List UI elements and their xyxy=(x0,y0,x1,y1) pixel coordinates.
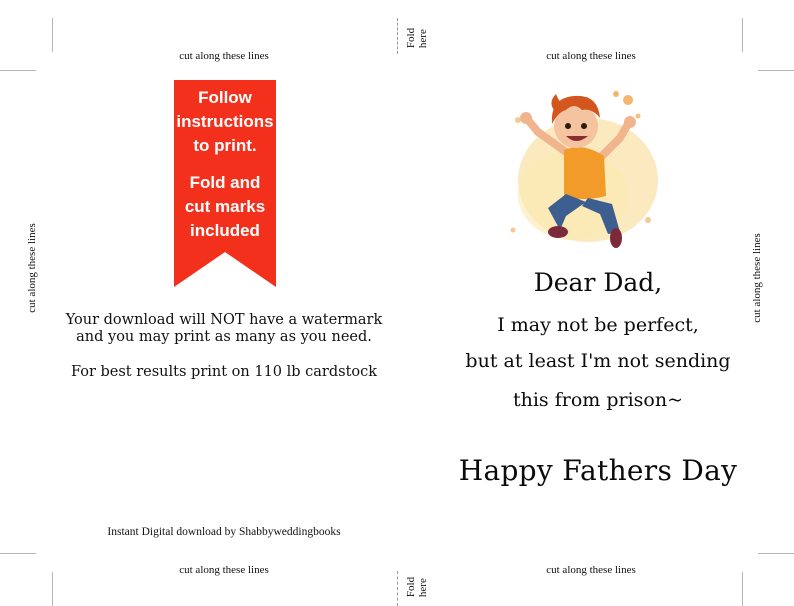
cut-label-top-right: cut along these lines xyxy=(546,50,636,62)
boy-drawing xyxy=(488,80,672,256)
ribbon-line: Follow xyxy=(198,88,252,107)
shop-credit: Instant Digital download by Shabbyweddingbooks xyxy=(107,526,341,538)
cut-label-bottom-left: cut along these lines xyxy=(179,564,269,576)
cut-mark xyxy=(52,18,53,52)
ribbon-line: instructions xyxy=(176,112,274,131)
cut-mark xyxy=(52,572,53,606)
greeting-line-4: this from prison~ xyxy=(512,389,684,411)
fold-label-word: here xyxy=(417,578,429,598)
fold-mark xyxy=(397,571,398,606)
cut-label-bottom-right: cut along these lines xyxy=(546,564,636,576)
greeting-salutation: Dear Dad, xyxy=(533,268,663,297)
cut-mark xyxy=(0,553,36,554)
fold-label-top xyxy=(405,28,429,48)
greeting-line-2: I may not be perfect, xyxy=(497,314,699,336)
fold-label-word: here xyxy=(417,29,429,49)
fold-label-word: Fold xyxy=(405,27,417,49)
cut-label-left: cut along these lines xyxy=(26,223,38,313)
cut-mark xyxy=(742,18,743,52)
ribbon-text-group-2 xyxy=(174,171,276,243)
fold-label-word: Fold xyxy=(405,576,417,598)
cut-mark xyxy=(758,70,794,71)
cardstock-note: For best results print on 110 lb cardstock xyxy=(70,364,378,380)
watermark-note-line-2: and you may print as many as you need. xyxy=(76,329,372,345)
cut-mark xyxy=(742,572,743,606)
fold-label-bottom xyxy=(405,577,429,597)
greeting-headline: Happy Fathers Day xyxy=(458,454,738,487)
ribbon-line: cut marks xyxy=(184,197,266,216)
ribbon-text-group-1 xyxy=(174,86,276,158)
ribbon-line: to print. xyxy=(193,136,257,155)
watermark-note-line-1: Your download will NOT have a watermark xyxy=(65,312,383,328)
greeting-line-3: but at least I'm not sending xyxy=(465,350,731,372)
cut-label-right: cut along these lines xyxy=(751,233,763,323)
jumping-boy-illustration xyxy=(488,80,672,256)
ribbon-line: included xyxy=(190,221,260,240)
cut-mark xyxy=(0,70,36,71)
fold-mark xyxy=(397,18,398,54)
instructions-ribbon xyxy=(174,80,276,287)
cut-mark xyxy=(758,553,794,554)
cut-label-top-left: cut along these lines xyxy=(179,50,269,62)
ribbon-line: Fold and xyxy=(189,173,261,192)
